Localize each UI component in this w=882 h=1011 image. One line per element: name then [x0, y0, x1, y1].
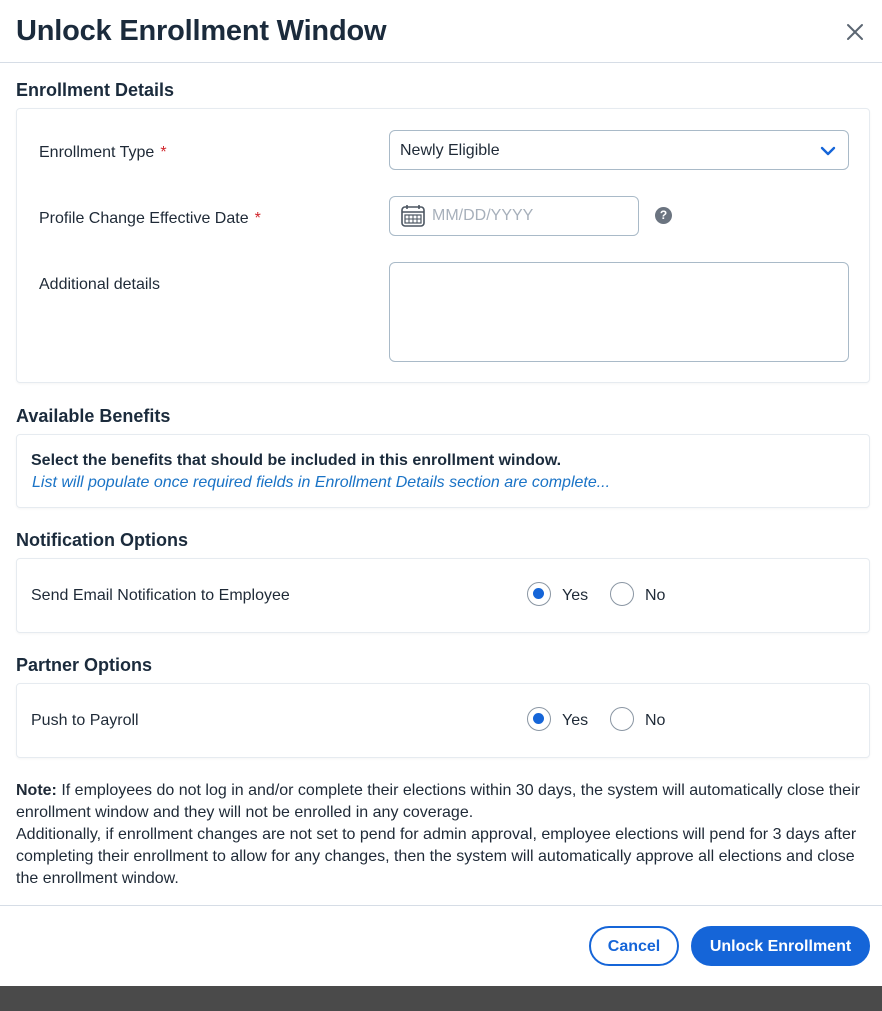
effective-date-label [39, 210, 261, 228]
unlock-enrollment-button[interactable]: Unlock Enrollment [691, 926, 870, 966]
modal-backdrop [0, 986, 882, 1011]
email-notification-yes-label: Yes [562, 587, 589, 604]
partner-options-card [16, 683, 870, 758]
calendar-icon[interactable] [400, 204, 426, 228]
email-notification-no-label: No [645, 587, 666, 604]
required-marker: * [254, 210, 261, 227]
modal-title: Unlock Enrollment Window [16, 15, 387, 47]
effective-date-label-text: Profile Change Effective Date [39, 210, 249, 227]
push-to-payroll-no-radio[interactable] [610, 707, 634, 731]
footer-divider [0, 905, 882, 906]
enrollment-details-heading: Enrollment Details [16, 80, 175, 100]
push-to-payroll-label: Push to Payroll [31, 712, 139, 729]
benefits-instruction: Select the benefits that should be included in this enrollment window. [31, 452, 562, 469]
required-marker: * [160, 144, 167, 161]
enrollment-type-label-text: Enrollment Type [39, 144, 155, 161]
email-notification-no-radio[interactable] [610, 582, 634, 606]
note-prefix: Note: [16, 782, 57, 799]
effective-date-field[interactable] [389, 196, 639, 236]
effective-date-input[interactable] [432, 205, 632, 227]
push-to-payroll-yes-radio[interactable] [527, 707, 551, 731]
chevron-down-icon [820, 143, 836, 159]
cancel-button[interactable]: Cancel [589, 926, 679, 966]
note-line-2: Additionally, if enrollment changes are not set to pend for admin approval, employee elections will pend for 3 days after completing their enrollment to allow for any changes, then the system will automatically approve all elections and close the enrollment window. [16, 826, 857, 887]
partner-options-heading: Partner Options [16, 655, 153, 675]
email-notification-yes-radio[interactable] [527, 582, 551, 606]
enrollment-type-value: Newly Eligible [400, 142, 500, 159]
notification-options-heading: Notification Options [16, 530, 188, 550]
available-benefits-heading: Available Benefits [16, 406, 171, 426]
push-to-payroll-yes-label: Yes [562, 712, 589, 729]
help-icon[interactable]: ? [655, 207, 672, 224]
enrollment-note [16, 780, 866, 890]
notification-options-card [16, 558, 870, 633]
close-icon[interactable] [843, 20, 867, 44]
note-line-1: If employees do not log in and/or complete their elections within 30 days, the system will automatically close their enrollment window and they will not be enrolled in any coverage. [16, 782, 860, 821]
additional-details-label: Additional details [39, 276, 160, 293]
enrollment-details-card [16, 108, 870, 383]
modal-header [0, 0, 882, 63]
push-to-payroll-no-label: No [645, 712, 666, 729]
available-benefits-card [16, 434, 870, 508]
benefits-pending-message: List will populate once required fields in Enrollment Details section are complete... [32, 474, 611, 491]
enrollment-type-label [39, 144, 167, 162]
additional-details-textarea[interactable] [389, 262, 849, 362]
email-notification-label: Send Email Notification to Employee [31, 587, 290, 604]
enrollment-type-select[interactable] [389, 130, 849, 170]
